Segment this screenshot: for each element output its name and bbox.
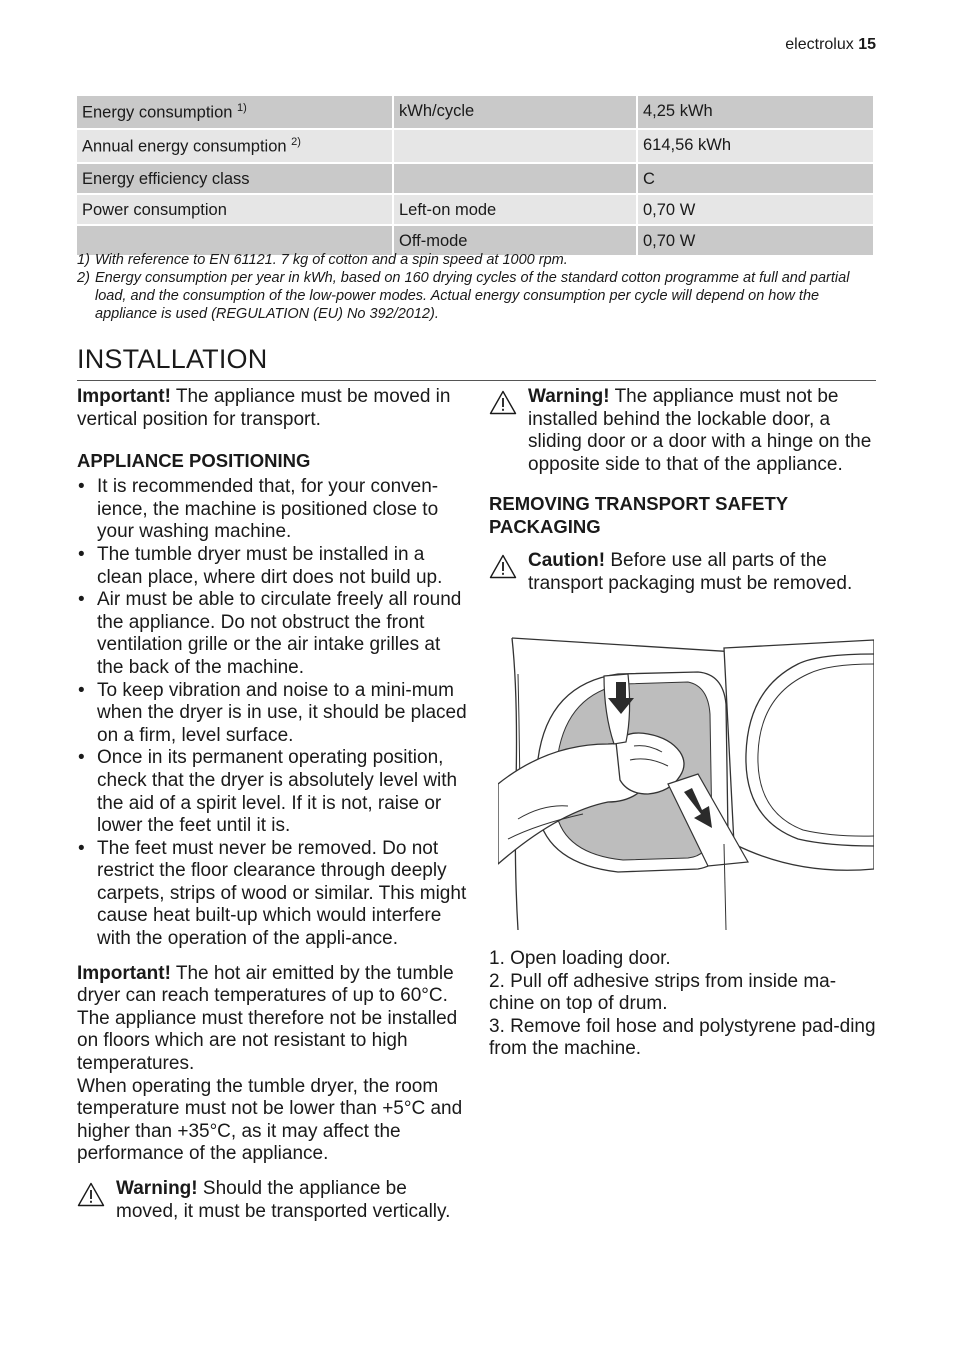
important-note xyxy=(77,963,467,1076)
caution-text: Before use all parts of the transport packaging must be removed. xyxy=(528,550,853,594)
row-value: 614,56 kWh xyxy=(638,130,875,164)
footnotes xyxy=(77,251,877,323)
footnote-number: 1) xyxy=(77,252,90,268)
row-unit: Left-on mode xyxy=(394,195,638,226)
table-row xyxy=(77,130,875,164)
important-label: Important! xyxy=(77,962,171,984)
energy-spec-table xyxy=(77,96,875,257)
section-title: INSTALLATION xyxy=(77,344,268,374)
footnote xyxy=(77,251,877,269)
list-item: • The tumble dryer must be installed in a clean place, where dirt does not build up. xyxy=(77,544,467,589)
table-row xyxy=(77,195,875,226)
steps-list xyxy=(489,948,879,1061)
row-value: C xyxy=(638,164,875,195)
footnote-text: Energy consumption per year in kWh, based on 160 drying cycles of the standard cotton programme at full and partial load, and the consumption of the low-power modes. Actual energy consumption per cycle will depend on how the appliance is used (REGULATION (EU) No 392/2012). xyxy=(95,270,850,322)
row-value: 0,70 W xyxy=(638,195,875,226)
row-value: 0,70 W xyxy=(638,226,875,257)
page-header xyxy=(785,36,876,54)
list-item: 2. Pull off adhesive strips from inside ma-chine on top of drum. xyxy=(489,970,837,1015)
brand-name: electrolux xyxy=(785,36,854,53)
list-item: • Once in its permanent operating position, check that the dryer is absolutely level with the aid of a spirit level. If it is not, raise or lower the feet until it is. xyxy=(77,747,467,837)
caution-label: Caution! xyxy=(528,550,606,572)
list-item: 1. Open loading door. xyxy=(489,948,671,969)
row-unit: kWh/cycle xyxy=(394,96,638,130)
room-temperature-text: When operating the tumble dryer, the room temperature must not be lower than +5°C and higher than +35°C, as it may affect the performance of the appliance. xyxy=(77,1075,463,1165)
warning-text: Should the appliance be moved, it must be transported vertically. xyxy=(116,1178,451,1222)
important-label: Important! xyxy=(77,386,171,407)
positioning-list xyxy=(77,476,467,950)
important-text: The hot air emitted by the tumble dryer can reach temperatures of up to 60°C. The appliance must therefore not be installed on floors which are not resistant to high temperatures. xyxy=(77,962,458,1075)
list-item: 3. Remove foil hose and polystyrene pad-ding from the machine. xyxy=(489,1015,876,1060)
warning-label: Warning! xyxy=(116,1178,198,1199)
table-row xyxy=(77,96,875,130)
left-column xyxy=(77,386,467,1223)
footnote-text: With reference to EN 61121. 7 kg of cotton and a spin speed at 1000 rpm. xyxy=(95,252,568,268)
important-note xyxy=(77,386,467,431)
appliance-positioning-heading: APPLIANCE POSITIONING xyxy=(77,450,311,472)
warning-label: Warning! xyxy=(528,386,610,407)
row-unit: Off-mode xyxy=(394,226,638,257)
warning-text: The appliance must not be installed behind the lockable door, a sliding door or a door with a hinge on the opposite side to that of the appliance. xyxy=(528,386,872,475)
warning-triangle-icon xyxy=(489,554,517,579)
removing-packaging-heading: REMOVING TRANSPORT SAFETY PACKAGING xyxy=(489,493,788,538)
list-item: • Air must be able to circulate freely all round the appliance. Do not obstruct the front ventilation grille or the air intake grilles at the back of the machine. xyxy=(77,589,467,679)
list-item: • It is recommended that, for your conven-ience, the machine is positioned close to your washing machine. xyxy=(77,476,467,544)
row-unit xyxy=(394,164,638,195)
right-column xyxy=(489,386,879,596)
footnote xyxy=(77,269,877,323)
warning-note xyxy=(77,1178,467,1223)
list-item: • To keep vibration and noise to a mini-mum when the dryer is in use, it should be placed on a firm, level surface. xyxy=(77,680,467,748)
row-label: Energy efficiency class xyxy=(77,164,394,195)
warning-triangle-icon xyxy=(489,390,517,415)
transport-packaging-removal-illustration xyxy=(498,634,874,930)
row-label: Power consumption xyxy=(77,195,394,226)
row-value: 4,25 kWh xyxy=(638,96,875,130)
important-text: The appliance must be moved in vertical position for transport. xyxy=(77,386,451,430)
table-row xyxy=(77,164,875,195)
footnote-number: 2) xyxy=(77,270,90,286)
row-label: Annual energy consumption $^{2)}$ xyxy=(77,130,394,164)
list-item: • The feet must never be removed. Do not restrict the floor clearance through deeply carpets, strips of wood or similar. This might cause heat built-up which would interfere with the operation of the appli-ance. xyxy=(77,838,467,951)
warning-note xyxy=(489,386,879,476)
warning-triangle-icon xyxy=(77,1182,105,1207)
instruction-steps xyxy=(489,948,879,1061)
caution-note xyxy=(489,550,879,595)
row-unit xyxy=(394,130,638,164)
row-label: Energy consumption $^{1)}$ xyxy=(77,96,394,130)
section-divider xyxy=(77,380,876,381)
page-number: 15 xyxy=(858,36,876,53)
